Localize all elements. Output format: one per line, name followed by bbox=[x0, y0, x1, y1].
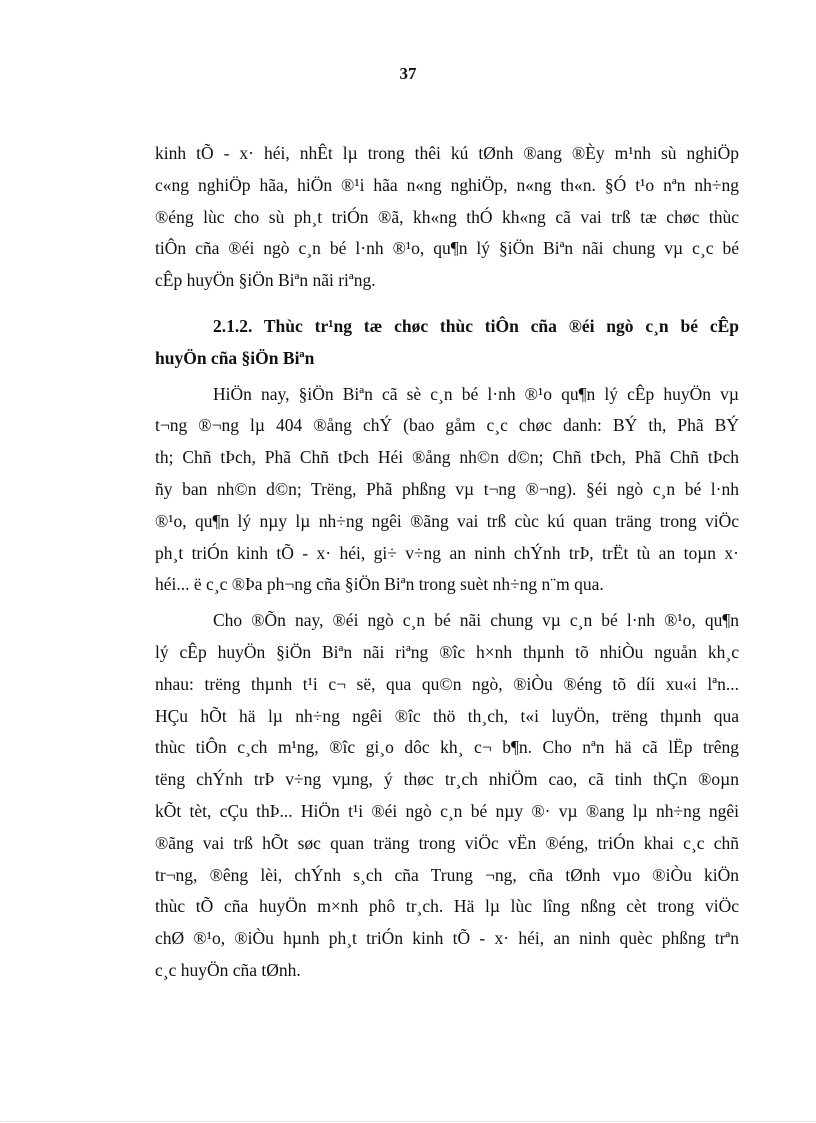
text-line bbox=[155, 637, 739, 669]
line-text: chØ ®¹o, ®iÒu hµnh ph¸t triÓn kinh tÕ - x· héi, an ninh quèc phßng trªn bbox=[155, 928, 739, 949]
line-text: HiÖn nay, §iÖn Biªn cã sè c¸n bé l·nh ®¹o qu¶n lý cÊp huyÖn vµ bbox=[213, 383, 739, 404]
text-line bbox=[155, 701, 739, 733]
document-body bbox=[155, 134, 739, 987]
text-line bbox=[155, 138, 739, 170]
line-text: HÇu hÕt hä lµ nh÷ng ngêi ®îc thö th¸ch, t«i luyÖn, trëng thµnh qua bbox=[155, 705, 739, 726]
line-text: nhau: trëng thµnh t¹i c¬ së, qua qu©n ngò, ®iÒu ®éng tõ díi xu«i lªn... bbox=[155, 673, 739, 694]
line-text: ®ãng vai trß hÕt søc quan träng trong viÖc vËn ®éng, triÓn khai c¸c chñ bbox=[155, 832, 739, 853]
text-line bbox=[155, 669, 739, 701]
line-text: lý cÊp huyÖn §iÖn Biªn nãi riªng ®îc h×nh thµnh tõ nhiÒu nguån kh¸c bbox=[155, 641, 739, 662]
line-text: thùc tÕ cña huyÖn m×nh phô tr¸ch. Hä lµ lùc lîng nßng cèt trong viÖc bbox=[155, 896, 739, 917]
text-line bbox=[155, 506, 739, 538]
line-text: ®¹o, qu¶n lý nµy lµ nh÷ng ngêi ®ãng vai trß cùc kú quan träng trong viÖc bbox=[155, 510, 739, 531]
body-paragraph bbox=[155, 379, 739, 602]
text-line bbox=[155, 410, 739, 442]
text-line bbox=[155, 860, 739, 892]
text-line bbox=[155, 233, 739, 265]
section-heading bbox=[155, 311, 739, 375]
text-line bbox=[155, 343, 739, 375]
line-text: t¬ng ®¬ng lµ 404 ®ång chÝ (bao gåm c¸c chøc danh: BÝ th, Phã BÝ bbox=[155, 415, 739, 436]
text-line bbox=[155, 379, 739, 411]
body-paragraph bbox=[155, 138, 739, 297]
line-text: ®éng lùc cho sù ph¸t triÓn ®ã, kh«ng thÓ kh«ng cã vai trß tæ chøc thùc bbox=[155, 206, 739, 227]
line-text: ph¸t triÓn kinh tÕ - x· héi, gi÷ v÷ng an ninh chÝnh trÞ, trËt tù an toµn x· bbox=[155, 542, 739, 563]
line-text: c¸c huyÖn cña tØnh. bbox=[155, 959, 301, 980]
text-line bbox=[155, 474, 739, 506]
text-line bbox=[155, 923, 739, 955]
line-text: ñy ban nh©n d©n; Trëng, Phã phßng vµ t¬ng ®¬ng). §éi ngò c¸n bé l·nh bbox=[155, 478, 739, 499]
line-text: tiÔn cña ®éi ngò c¸n bé l·nh ®¹o, qu¶n lý §iÖn Biªn nãi chung vµ c¸c bé bbox=[155, 238, 739, 259]
line-text: 2.1.2. Thùc tr¹ng tæ chøc thùc tiÔn cña ®éi ngò c¸n bé cÊp bbox=[213, 315, 739, 336]
line-text: kÕt tèt, cÇu thÞ... HiÖn t¹i ®éi ngò c¸n bé nµy ®· vµ ®ang lµ nh÷ng ngêi bbox=[155, 800, 739, 821]
line-text: Cho ®Õn nay, ®éi ngò c¸n bé nãi chung vµ c¸n bé l·nh ®¹o, qu¶n bbox=[213, 610, 739, 631]
line-text: c«ng nghiÖp hãa, hiÖn ®¹i hãa n«ng nghiÖp, n«ng th«n. §Ó t¹o nªn nh÷ng bbox=[155, 174, 739, 195]
line-text: tr¬ng, ®êng lèi, chÝnh s¸ch cña Trung ¬ng, cña tØnh vµo ®iÒu kiÖn bbox=[155, 864, 739, 885]
text-line bbox=[155, 538, 739, 570]
text-line bbox=[155, 569, 739, 601]
line-text: th; Chñ tÞch, Phã Chñ tÞch Héi ®ång nh©n d©n; Chñ tÞch, Phã Chñ tÞch bbox=[155, 447, 739, 468]
text-line bbox=[155, 265, 739, 297]
line-text: huyÖn cña §iÖn Biªn bbox=[155, 347, 315, 368]
text-line bbox=[155, 764, 739, 796]
text-line bbox=[155, 170, 739, 202]
line-text: thùc tiÔn c¸ch m¹ng, ®îc gi¸o dôc kh¸ c¬ b¶n. Cho nªn hä cã lËp trêng bbox=[155, 737, 739, 758]
line-text: kinh tÕ - x· héi, nhÊt lµ trong thêi kú tØnh ®ang ®Èy m¹nh sù nghiÖp bbox=[155, 143, 739, 163]
page-bottom-edge bbox=[0, 1121, 816, 1122]
page-number: 37 bbox=[399, 64, 417, 83]
text-line bbox=[155, 202, 739, 234]
text-line bbox=[155, 732, 739, 764]
text-line bbox=[155, 311, 739, 343]
text-line bbox=[155, 605, 739, 637]
text-line bbox=[155, 796, 739, 828]
text-line bbox=[155, 891, 739, 923]
body-paragraph bbox=[155, 605, 739, 987]
text-line bbox=[155, 828, 739, 860]
line-text: tëng chÝnh trÞ v÷ng vµng, ý thøc tr¸ch nhiÖm cao, cã tinh thÇn ®oµn bbox=[155, 769, 739, 790]
line-text: héi... ë c¸c ®Þa ph¬ng cña §iÖn Biªn trong suèt nh÷ng n¨m qua. bbox=[155, 574, 604, 595]
line-text: cÊp huyÖn §iÖn Biªn nãi riªng. bbox=[155, 270, 376, 291]
text-line bbox=[155, 442, 739, 474]
text-line bbox=[155, 955, 739, 987]
